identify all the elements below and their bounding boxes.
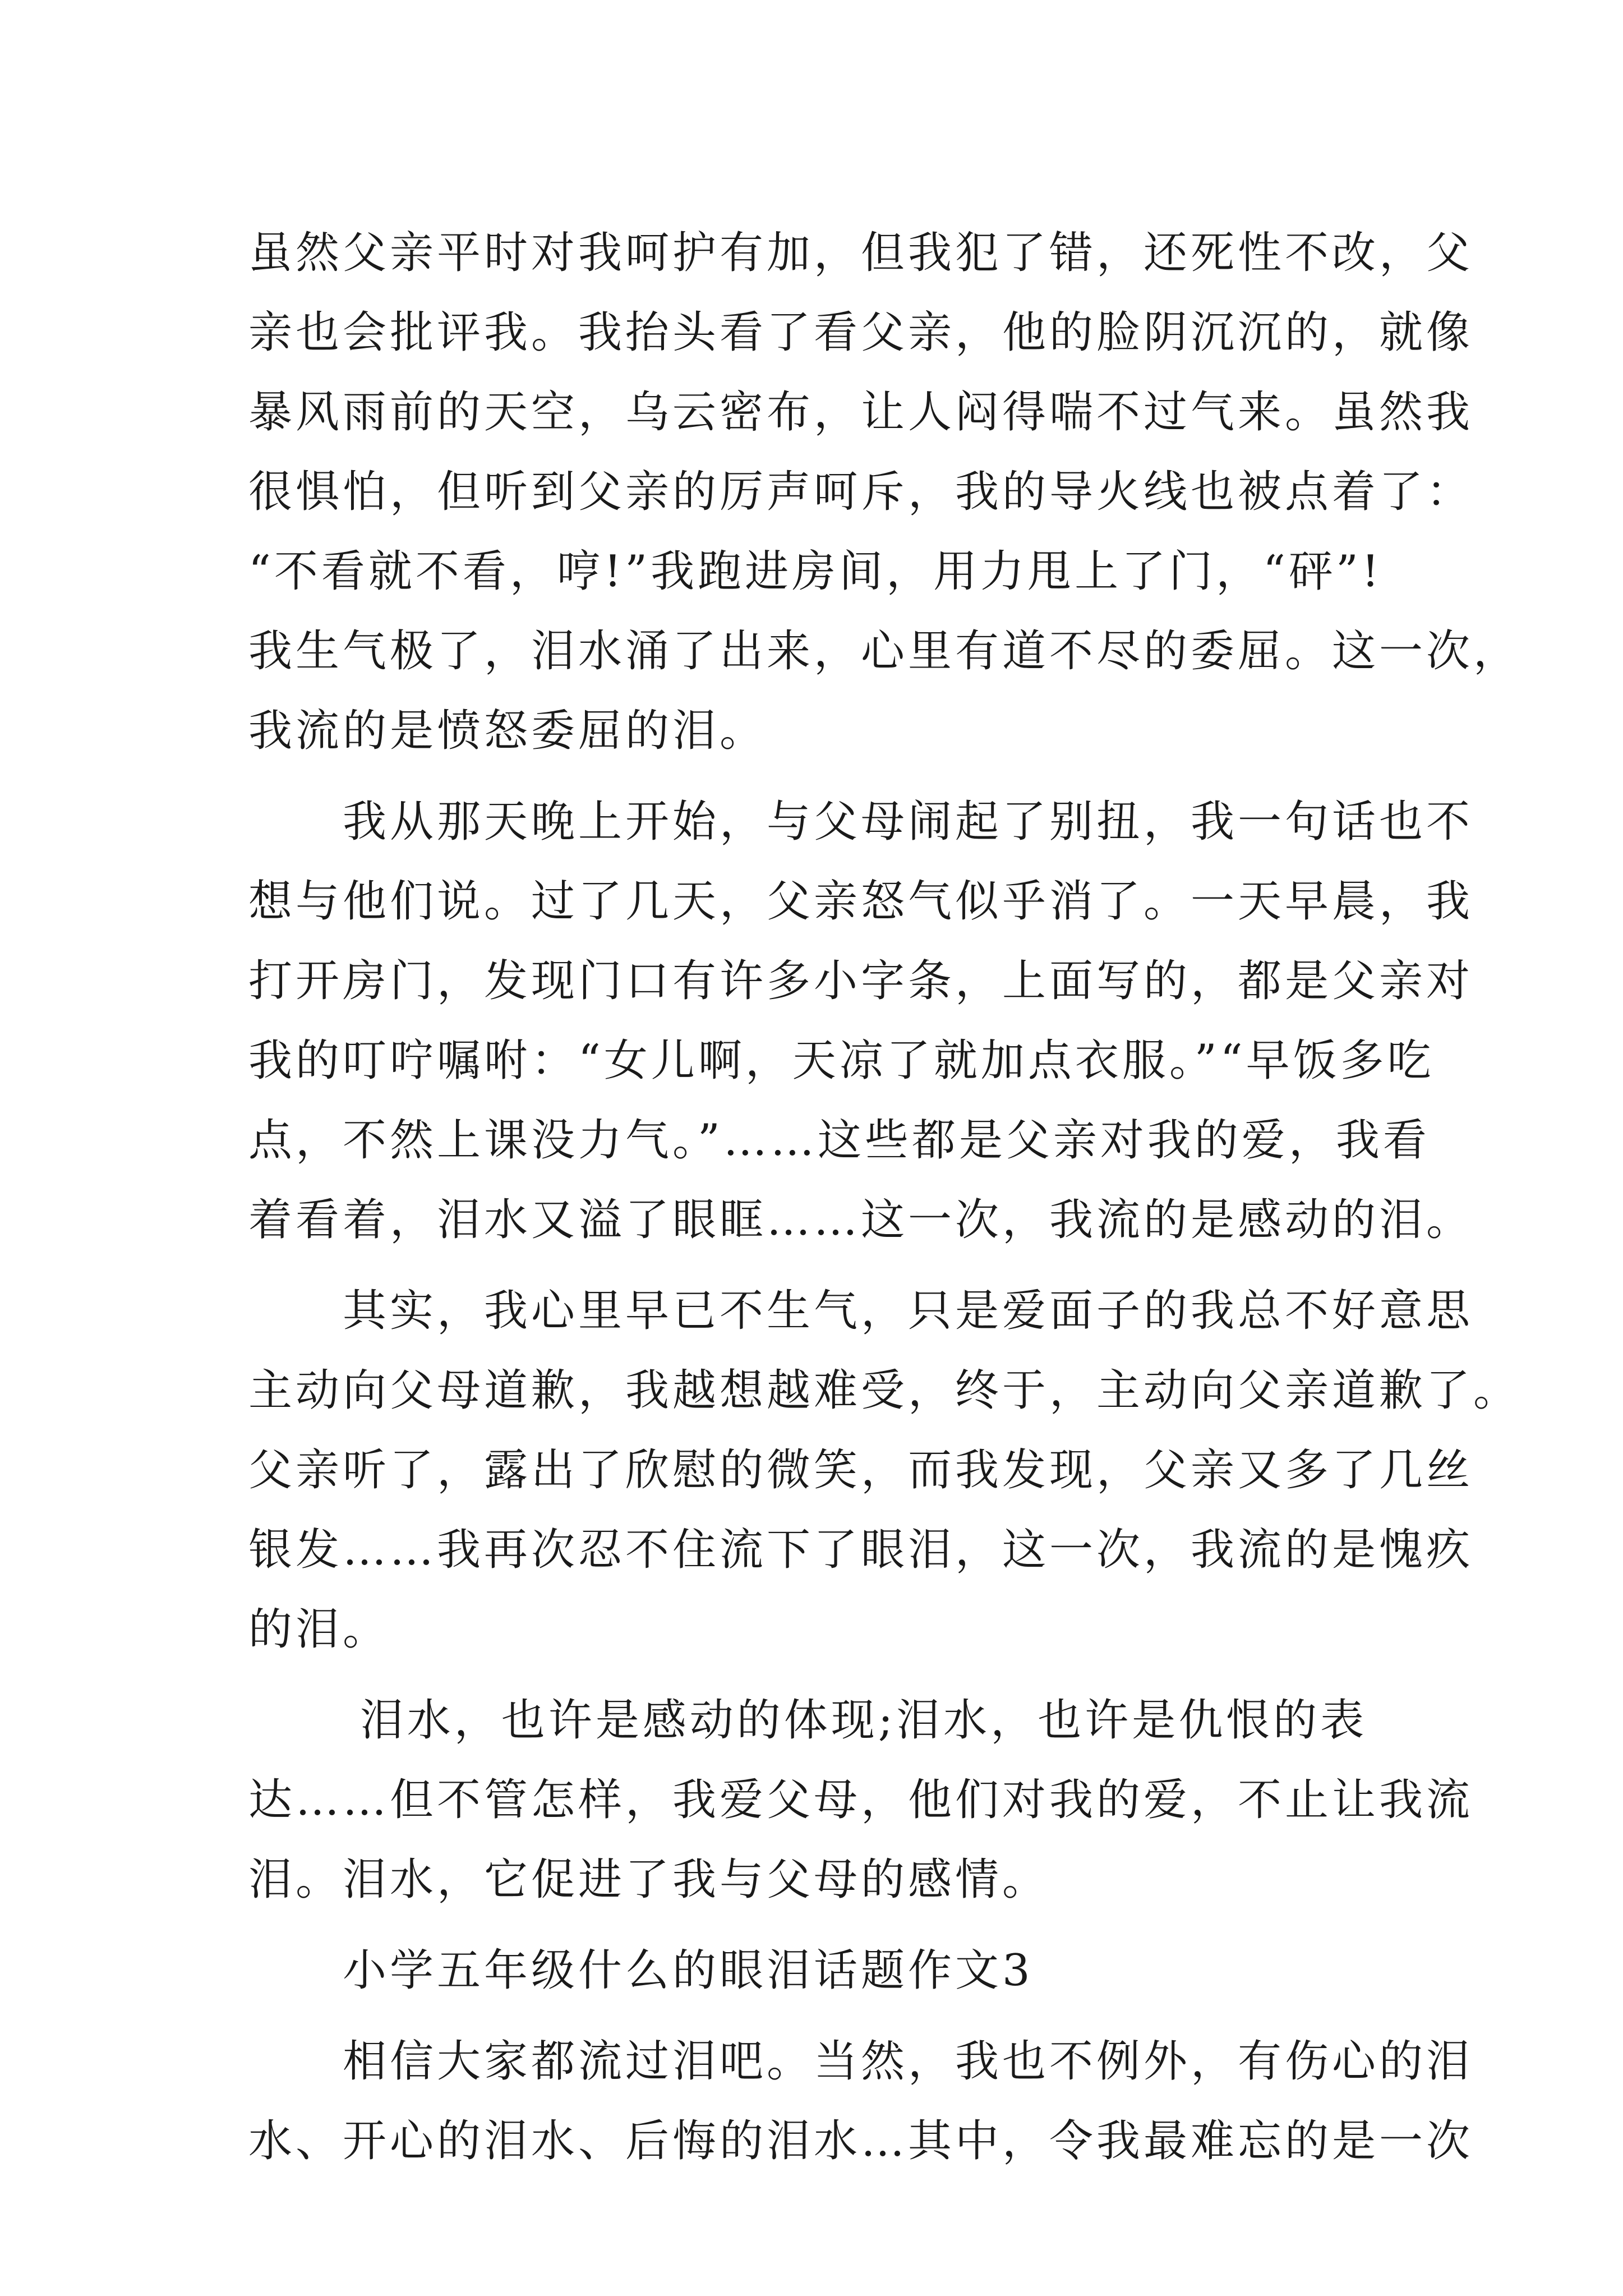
text-line: 泪。泪水，它促进了我与父母的感情。	[248, 1855, 1050, 1905]
text-line: 打开房门，发现门口有许多小字条，上面写的，都是父亲对	[248, 956, 1474, 1006]
text-line: 水、开心的泪水、后悔的泪水…其中，令我最难忘的是一次	[248, 2116, 1474, 2166]
paragraph-gap	[248, 2010, 1381, 2022]
paragraph-gap	[248, 1669, 1381, 1681]
paragraph-gap	[248, 771, 1381, 782]
text-line: 泪水，也许是感动的体现;泪水，也许是仇恨的表	[248, 1695, 1368, 1746]
text-line: 银发……我再次忍不住流下了眼泪，这一次，我流的是愧疚	[248, 1525, 1474, 1575]
text-line: 我流的是愤怒委屈的泪。	[248, 706, 767, 756]
text-line: 相信大家都流过泪吧。当然，我也不例外，有伤心的泪	[248, 2036, 1474, 2087]
text-line: 主动向父母道歉，我越想越难受，终于，主动向父亲道歉了。	[248, 1365, 1521, 1416]
text-line: 亲也会批评我。我抬头看了看父亲，他的脸阴沉沉的，就像	[248, 307, 1474, 358]
text-line: 很惧怕，但听到父亲的厉声呵斥，我的导火线也被点着了：	[248, 467, 1474, 517]
essay-body	[248, 213, 1521, 2181]
text-line: 我生气极了，泪水涌了出来，心里有道不尽的委屈。这一次，	[248, 626, 1521, 677]
section-heading: 小学五年级什么的眼泪话题作文3	[248, 1945, 1034, 1996]
text-line: 我从那天晚上开始，与父母闹起了别扭，我一句话也不	[248, 797, 1474, 847]
paragraph-gap	[248, 1260, 1381, 1271]
text-line: 其实，我心里早已不生气，只是爱面子的我总不好意思	[248, 1286, 1474, 1336]
text-line: 的泪。	[248, 1604, 390, 1655]
text-line: 想与他们说。过了几天，父亲怒气似乎消了。一天早晨，我	[248, 876, 1474, 927]
text-line: “不看就不看，哼!”我跑进房间，用力甩上了门，“砰”!	[248, 546, 1383, 597]
text-line: 着看着，泪水又溢了眼眶……这一次，我流的是感动的泪。	[248, 1195, 1474, 1245]
text-line: 达……但不管怎样，我爱父母，他们对我的爱，不止让我流	[248, 1775, 1474, 1825]
text-line: 点，不然上课没力气。”……这些都是父亲对我的爱，我看	[248, 1115, 1430, 1166]
text-line: 我的叮咛嘱咐：“女儿啊，天凉了就加点衣服。”“早饭多吃	[248, 1036, 1435, 1086]
text-line: 暴风雨前的天空，乌云密布，让人闷得喘不过气来。虽然我	[248, 387, 1474, 438]
text-line: 父亲听了，露出了欣慰的微笑，而我发现，父亲又多了几丝	[248, 1445, 1474, 1496]
paragraph-gap	[248, 1920, 1381, 1931]
text-line: 虽然父亲平时对我呵护有加，但我犯了错，还死性不改，父	[248, 228, 1474, 278]
